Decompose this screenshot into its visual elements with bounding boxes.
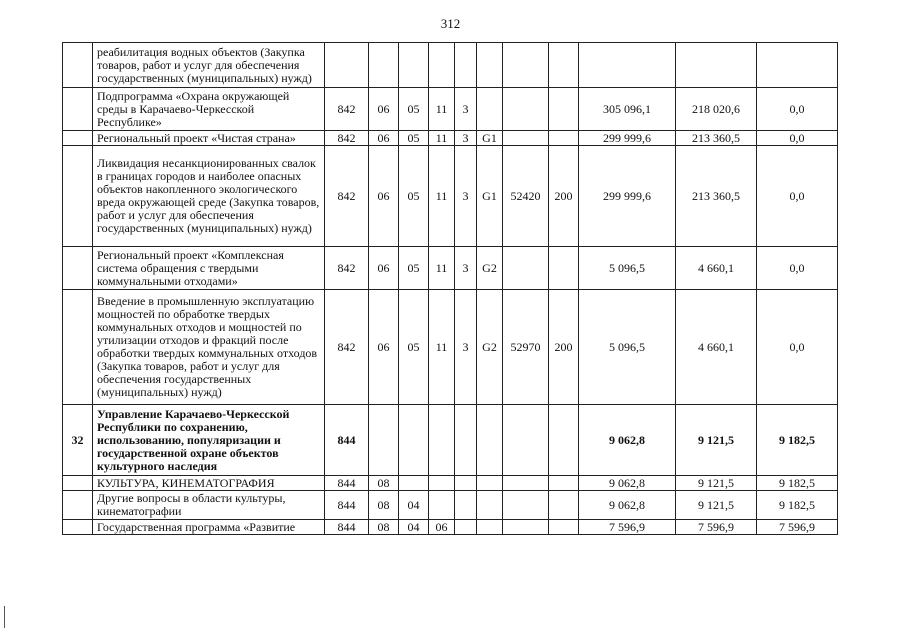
row-number bbox=[63, 520, 93, 535]
project-code bbox=[477, 43, 503, 88]
item-name: Региональный проект «Комплексная система обращения с твердыми коммунальными отходами» bbox=[93, 247, 325, 290]
expense-type-code bbox=[549, 43, 579, 88]
subsection-code: 05 bbox=[399, 131, 429, 146]
expense-type-code: 200 bbox=[549, 146, 579, 247]
item-name: Государственная программа «Развитие bbox=[93, 520, 325, 535]
department-code: 844 bbox=[325, 520, 369, 535]
subprogram-code: 3 bbox=[455, 247, 477, 290]
expense-type-code: 200 bbox=[549, 290, 579, 405]
item-name: Ликвидация несанкционированных свалок в границах городов и наиболее опасных объектов накопленного экологического вреда окружающей среде (Закупка товаров, работ и услуг для обеспечения государственных (муниципальных) нужд) bbox=[93, 146, 325, 247]
subprogram-code bbox=[455, 491, 477, 520]
item-name: реабилитация водных объектов (Закупка товаров, работ и услуг для обеспечения государственных (муниципальных) нужд) bbox=[93, 43, 325, 88]
expense-type-code bbox=[549, 491, 579, 520]
amount-year-2 bbox=[676, 43, 757, 88]
table-body bbox=[63, 43, 838, 535]
subprogram-code bbox=[455, 43, 477, 88]
section-code bbox=[369, 43, 399, 88]
subsection-code bbox=[399, 476, 429, 491]
expense-type-code bbox=[549, 520, 579, 535]
amount-year-1: 9 062,8 bbox=[579, 405, 676, 476]
direction-code bbox=[503, 43, 549, 88]
department-code: 844 bbox=[325, 491, 369, 520]
item-name: Региональный проект «Чистая страна» bbox=[93, 131, 325, 146]
program-code bbox=[429, 405, 455, 476]
amount-year-1: 9 062,8 bbox=[579, 491, 676, 520]
table-row bbox=[63, 88, 838, 131]
amount-year-1: 5 096,5 bbox=[579, 247, 676, 290]
page-number: 312 bbox=[440, 16, 461, 31]
expense-type-code bbox=[549, 88, 579, 131]
department-code: 844 bbox=[325, 405, 369, 476]
table-row bbox=[63, 131, 838, 146]
amount-year-1: 7 596,9 bbox=[579, 520, 676, 535]
department-code: 842 bbox=[325, 290, 369, 405]
department-code: 844 bbox=[325, 476, 369, 491]
program-code bbox=[429, 43, 455, 88]
row-number bbox=[63, 43, 93, 88]
direction-code bbox=[503, 247, 549, 290]
program-code: 11 bbox=[429, 131, 455, 146]
amount-year-2: 9 121,5 bbox=[676, 476, 757, 491]
amount-year-3: 0,0 bbox=[757, 131, 838, 146]
row-number: 32 bbox=[63, 405, 93, 476]
amount-year-3: 0,0 bbox=[757, 146, 838, 247]
amount-year-2: 7 596,9 bbox=[676, 520, 757, 535]
subsection-code: 05 bbox=[399, 290, 429, 405]
amount-year-3: 7 596,9 bbox=[757, 520, 838, 535]
amount-year-2: 4 660,1 bbox=[676, 247, 757, 290]
subsection-code: 05 bbox=[399, 247, 429, 290]
subprogram-code bbox=[455, 476, 477, 491]
expense-type-code bbox=[549, 131, 579, 146]
item-name: КУЛЬТУРА, КИНЕМАТОГРАФИЯ bbox=[93, 476, 325, 491]
section-code bbox=[369, 405, 399, 476]
row-number bbox=[63, 476, 93, 491]
section-code: 06 bbox=[369, 146, 399, 247]
row-number bbox=[63, 88, 93, 131]
amount-year-2: 213 360,5 bbox=[676, 146, 757, 247]
amount-year-1 bbox=[579, 43, 676, 88]
amount-year-3: 9 182,5 bbox=[757, 405, 838, 476]
row-number bbox=[63, 131, 93, 146]
amount-year-1: 299 999,6 bbox=[579, 146, 676, 247]
project-code: G1 bbox=[477, 146, 503, 247]
project-code bbox=[477, 405, 503, 476]
row-number bbox=[63, 290, 93, 405]
amount-year-3: 0,0 bbox=[757, 88, 838, 131]
row-number bbox=[63, 491, 93, 520]
table-row bbox=[63, 290, 838, 405]
amount-year-3: 9 182,5 bbox=[757, 491, 838, 520]
expense-type-code bbox=[549, 405, 579, 476]
project-code: G1 bbox=[477, 131, 503, 146]
subsection-code bbox=[399, 43, 429, 88]
table-row bbox=[63, 43, 838, 88]
subsection-code: 05 bbox=[399, 146, 429, 247]
amount-year-2: 9 121,5 bbox=[676, 491, 757, 520]
direction-code bbox=[503, 88, 549, 131]
subsection-code: 04 bbox=[399, 520, 429, 535]
direction-code bbox=[503, 405, 549, 476]
table-row bbox=[63, 146, 838, 247]
direction-code bbox=[503, 476, 549, 491]
department-code bbox=[325, 43, 369, 88]
subprogram-code bbox=[455, 405, 477, 476]
amount-year-3: 0,0 bbox=[757, 247, 838, 290]
section-code: 08 bbox=[369, 476, 399, 491]
section-code: 08 bbox=[369, 520, 399, 535]
row-number bbox=[63, 146, 93, 247]
table-row bbox=[63, 476, 838, 491]
program-code: 11 bbox=[429, 146, 455, 247]
item-name: Управление Карачаево-Черкесской Республики по сохранению, использованию, популяризации и государственной охране объектов культурного наследия bbox=[93, 405, 325, 476]
amount-year-3 bbox=[757, 43, 838, 88]
direction-code: 52420 bbox=[503, 146, 549, 247]
amount-year-2: 213 360,5 bbox=[676, 131, 757, 146]
table-row bbox=[63, 520, 838, 535]
section-code: 06 bbox=[369, 290, 399, 405]
item-name: Введение в промышленную эксплуатацию мощностей по обработке твердых коммунальных отходов и мощностей по утилизации отходов и фракций после обработки твердых коммунальных отходов (Закупка товаров, работ и услуг для обеспечения государственных (муниципальных) нужд) bbox=[93, 290, 325, 405]
project-code bbox=[477, 520, 503, 535]
amount-year-1: 299 999,6 bbox=[579, 131, 676, 146]
section-code: 06 bbox=[369, 247, 399, 290]
program-code: 11 bbox=[429, 247, 455, 290]
program-code: 11 bbox=[429, 88, 455, 131]
section-code: 06 bbox=[369, 88, 399, 131]
amount-year-2: 9 121,5 bbox=[676, 405, 757, 476]
section-code: 08 bbox=[369, 491, 399, 520]
budget-table bbox=[62, 42, 838, 535]
subprogram-code: 3 bbox=[455, 88, 477, 131]
amount-year-2: 4 660,1 bbox=[676, 290, 757, 405]
subprogram-code: 3 bbox=[455, 146, 477, 247]
program-code: 11 bbox=[429, 290, 455, 405]
subsection-code: 05 bbox=[399, 88, 429, 131]
item-name: Другие вопросы в области культуры, кинематографии bbox=[93, 491, 325, 520]
amount-year-3: 0,0 bbox=[757, 290, 838, 405]
subprogram-code bbox=[455, 520, 477, 535]
expense-type-code bbox=[549, 476, 579, 491]
project-code bbox=[477, 476, 503, 491]
subprogram-code: 3 bbox=[455, 290, 477, 405]
subsection-code bbox=[399, 405, 429, 476]
project-code: G2 bbox=[477, 247, 503, 290]
expense-type-code bbox=[549, 247, 579, 290]
department-code: 842 bbox=[325, 247, 369, 290]
scan-edge-mark bbox=[4, 606, 5, 628]
department-code: 842 bbox=[325, 88, 369, 131]
amount-year-2: 218 020,6 bbox=[676, 88, 757, 131]
direction-code bbox=[503, 491, 549, 520]
department-code: 842 bbox=[325, 146, 369, 247]
table-row bbox=[63, 405, 838, 476]
subsection-code: 04 bbox=[399, 491, 429, 520]
section-code: 06 bbox=[369, 131, 399, 146]
project-code bbox=[477, 88, 503, 131]
direction-code bbox=[503, 520, 549, 535]
direction-code: 52970 bbox=[503, 290, 549, 405]
subprogram-code: 3 bbox=[455, 131, 477, 146]
amount-year-1: 305 096,1 bbox=[579, 88, 676, 131]
amount-year-1: 5 096,5 bbox=[579, 290, 676, 405]
project-code bbox=[477, 491, 503, 520]
program-code: 06 bbox=[429, 520, 455, 535]
amount-year-3: 9 182,5 bbox=[757, 476, 838, 491]
program-code bbox=[429, 476, 455, 491]
table-row bbox=[63, 247, 838, 290]
table-row bbox=[63, 491, 838, 520]
project-code: G2 bbox=[477, 290, 503, 405]
department-code: 842 bbox=[325, 131, 369, 146]
row-number bbox=[63, 247, 93, 290]
item-name: Подпрограмма «Охрана окружающей среды в Карачаево-Черкесской Республике» bbox=[93, 88, 325, 131]
amount-year-1: 9 062,8 bbox=[579, 476, 676, 491]
direction-code bbox=[503, 131, 549, 146]
program-code bbox=[429, 491, 455, 520]
